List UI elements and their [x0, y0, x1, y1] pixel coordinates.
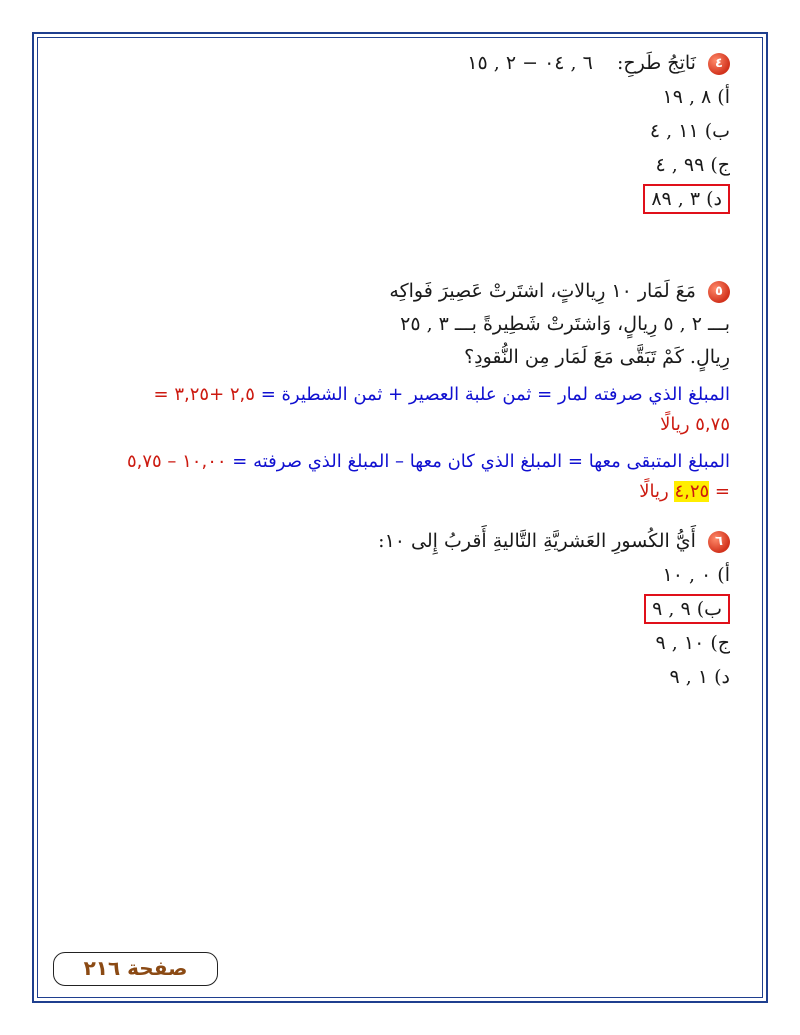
solution-1-result: ٥,٧٥ ريالًا — [660, 414, 730, 435]
option-b: ب) ١١ , ٤ — [649, 120, 730, 142]
option-d: د) ١ , ٩ — [669, 666, 730, 688]
question-number-badge: ٤ — [708, 53, 730, 75]
correct-option-d: د) ٣ , ٨٩ — [643, 184, 730, 214]
question-number-badge: ٦ — [708, 531, 730, 553]
option-a: أ) ٨ , ١٩ — [662, 86, 730, 108]
solution-step-1 — [70, 380, 730, 440]
solution-2-equals: = — [714, 481, 730, 502]
solution-2-text: المبلغ المتبقى معها = المبلغ الذي كان معها – المبلغ الذي صرفته = — [232, 451, 730, 472]
question-2 — [389, 275, 730, 374]
option-c: ج) ١٠ , ٩ — [655, 632, 730, 654]
question-line-1: مَعَ لَمَار ١٠ رِيالاتٍ، اشتَرتْ عَصِيرَ فَواكِه — [389, 280, 696, 302]
question-line-3: رِيالٍ. كَمْ تَبَقَّى مَعَ لَمَار مِن النُّقودِ؟ — [464, 346, 730, 368]
option-c: ج) ٩٩ , ٤ — [655, 154, 730, 176]
question-3 — [378, 525, 730, 694]
solution-1-calc: ٢,٥ +٣,٢٥ = — [153, 384, 255, 405]
correct-option-b: ب) ٩ , ٩ — [644, 594, 730, 624]
final-answer-highlight: ٤,٢٥ — [674, 481, 710, 502]
question-prompt: نَاتِجُ طَرحِ: — [617, 52, 696, 74]
solution-2-unit: ريالًا — [639, 481, 669, 502]
subtraction-expression: ٦ , ٠٤ − ٢ , ١٥ — [467, 52, 593, 74]
solution-1-text: المبلغ الذي صرفته لمار = ثمن علبة العصير + ثمن الشطيرة = — [260, 384, 730, 405]
solution-2-calc: ١٠,٠٠ – ٥,٧٥ — [126, 451, 227, 472]
page-number-label: صفحة ٢١٦ — [53, 952, 218, 986]
question-prompt: أَيُّ الكُسورِ العَشريَّةِ التَّاليةِ أَقربُ إِلى ١٠: — [378, 530, 696, 552]
solution-step-2 — [70, 447, 730, 507]
question-number-badge: ٥ — [708, 281, 730, 303]
question-line-2: بـــ ٢ , ٥ رِيالٍ، وَاشتَرتْ شَطِيرةً بـــ ٣ , ٢٥ — [400, 313, 730, 335]
option-a: أ) ٠ , ١٠ — [662, 564, 730, 586]
question-1 — [467, 47, 730, 216]
